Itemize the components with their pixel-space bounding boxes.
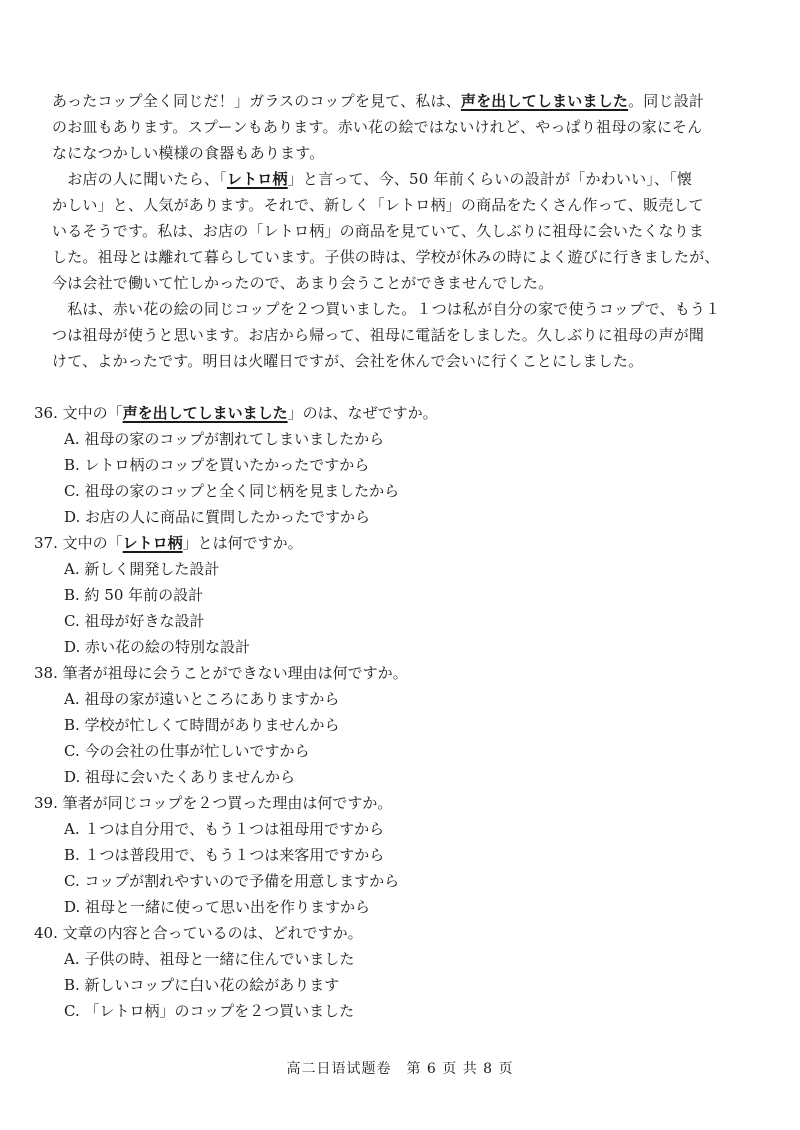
option-c: C. 祖母の家のコップと全く同じ柄を見ましたから bbox=[64, 482, 400, 500]
option-a: A. １つは自分用で、もう１つは祖母用ですから bbox=[64, 820, 385, 838]
option-b: B. 約 50 年前の設計 bbox=[64, 586, 204, 604]
reading-passage bbox=[52, 88, 752, 374]
question-38 bbox=[34, 660, 754, 790]
question-list bbox=[34, 400, 754, 1024]
option-d: D. お店の人に商品に質問したかったですから bbox=[64, 508, 371, 526]
option-b: B. 学校が忙しくて時間がありませんから bbox=[64, 716, 340, 734]
question-stem: 39. 筆者が同じコップを２つ買った理由は何ですか。 bbox=[34, 794, 393, 812]
passage-line: 私は、赤い花の絵の同じコップを２つ買いました。１つは私が自分の家で使うコップで、もう１ bbox=[52, 300, 721, 318]
option-d: D. 祖母に会いたくありませんから bbox=[64, 768, 296, 786]
passage-line: いるそうです。私は、お店の「レトロ柄」の商品を見ていて、久しぶりに祖母に会いたくなりま bbox=[52, 222, 705, 240]
passage-text: 。同じ設計 bbox=[628, 92, 705, 110]
stem-text: 」のは、なぜですか。 bbox=[287, 404, 438, 422]
option-c: C. 祖母が好きな設計 bbox=[64, 612, 205, 630]
option-b: B. １つは普段用で、もう１つは来客用ですから bbox=[64, 846, 385, 864]
option-a: A. 子供の時、祖母と一緒に住んでいました bbox=[64, 950, 355, 968]
option-c: C. 「レトロ柄」のコップを２つ買いました bbox=[64, 1002, 355, 1020]
passage-line: のお皿もあります。スプーンもあります。赤い花の絵ではないけれど、やっぱり祖母の家にそん bbox=[52, 118, 703, 136]
passage-line bbox=[52, 166, 752, 192]
underlined-phrase: レトロ柄 bbox=[226, 170, 288, 188]
option-c: C. 今の会社の仕事が忙しいですから bbox=[64, 742, 310, 760]
question-stem: 38. 筆者が祖母に会うことができない理由は何ですか。 bbox=[34, 664, 408, 682]
passage-line: 今は会社で働いて忙しかったので、あまり会うことができませんでした。 bbox=[52, 274, 554, 292]
underlined-phrase: 声を出してしまいました bbox=[460, 92, 629, 110]
passage-text: 」と言って、今、50 年前くらいの設計が「かわいい」、「懐 bbox=[287, 170, 693, 188]
stem-text: 」とは何ですか。 bbox=[182, 534, 303, 552]
underlined-phrase: 声を出してしまいました bbox=[122, 404, 288, 422]
passage-line: かしい」と、人気があります。それで、新しく「レトロ柄」の商品をたくさん作って、販売して bbox=[52, 196, 704, 214]
question-40 bbox=[34, 920, 754, 1024]
passage-line: けて、よかったです。明日は火曜日ですが、会社を休んで会いに行くことにしました。 bbox=[52, 352, 644, 370]
underlined-phrase: レトロ柄 bbox=[122, 534, 183, 552]
option-d: D. 祖母と一緒に使って思い出を作りますから bbox=[64, 898, 371, 916]
passage-text: お店の人に聞いたら、「 bbox=[52, 170, 227, 188]
passage-line bbox=[52, 88, 752, 114]
passage-text: あったコップ全く同じだ！」ガラスのコップを見て、私は、 bbox=[52, 92, 461, 110]
question-39 bbox=[34, 790, 754, 920]
stem-text: 37. 文中の「 bbox=[34, 534, 123, 552]
passage-line: つは祖母が使うと思います。お店から帰って、祖母に電話をしました。久しぶりに祖母の声が聞 bbox=[52, 326, 705, 344]
option-a: A. 祖母の家のコップが割れてしまいましたから bbox=[64, 430, 385, 448]
option-b: B. レトロ柄のコップを買いたかったですから bbox=[64, 456, 370, 474]
question-stem: 40. 文章の内容と合っているのは、どれですか。 bbox=[34, 924, 363, 942]
question-stem bbox=[34, 530, 754, 556]
option-b: B. 新しいコップに白い花の絵があります bbox=[64, 976, 340, 994]
passage-line: なになつかしい模様の食器もあります。 bbox=[52, 144, 325, 162]
question-stem bbox=[34, 400, 754, 426]
question-37 bbox=[34, 530, 754, 660]
passage-line: した。祖母とは離れて暮らしています。子供の時は、学校が休みの時によく遊びに行きましたが、 bbox=[52, 248, 720, 266]
stem-text: 36. 文中の「 bbox=[34, 404, 123, 422]
option-c: C. コップが割れやすいので予備を用意しますから bbox=[64, 872, 400, 890]
option-d: D. 赤い花の絵の特別な設計 bbox=[64, 638, 251, 656]
option-a: A. 祖母の家が遠いところにありますから bbox=[64, 690, 340, 708]
question-36 bbox=[34, 400, 754, 530]
option-a: A. 新しく開発した設計 bbox=[64, 560, 220, 578]
page-footer: 高二日语试题卷 第 6 页 共 8 页 bbox=[286, 1061, 514, 1077]
